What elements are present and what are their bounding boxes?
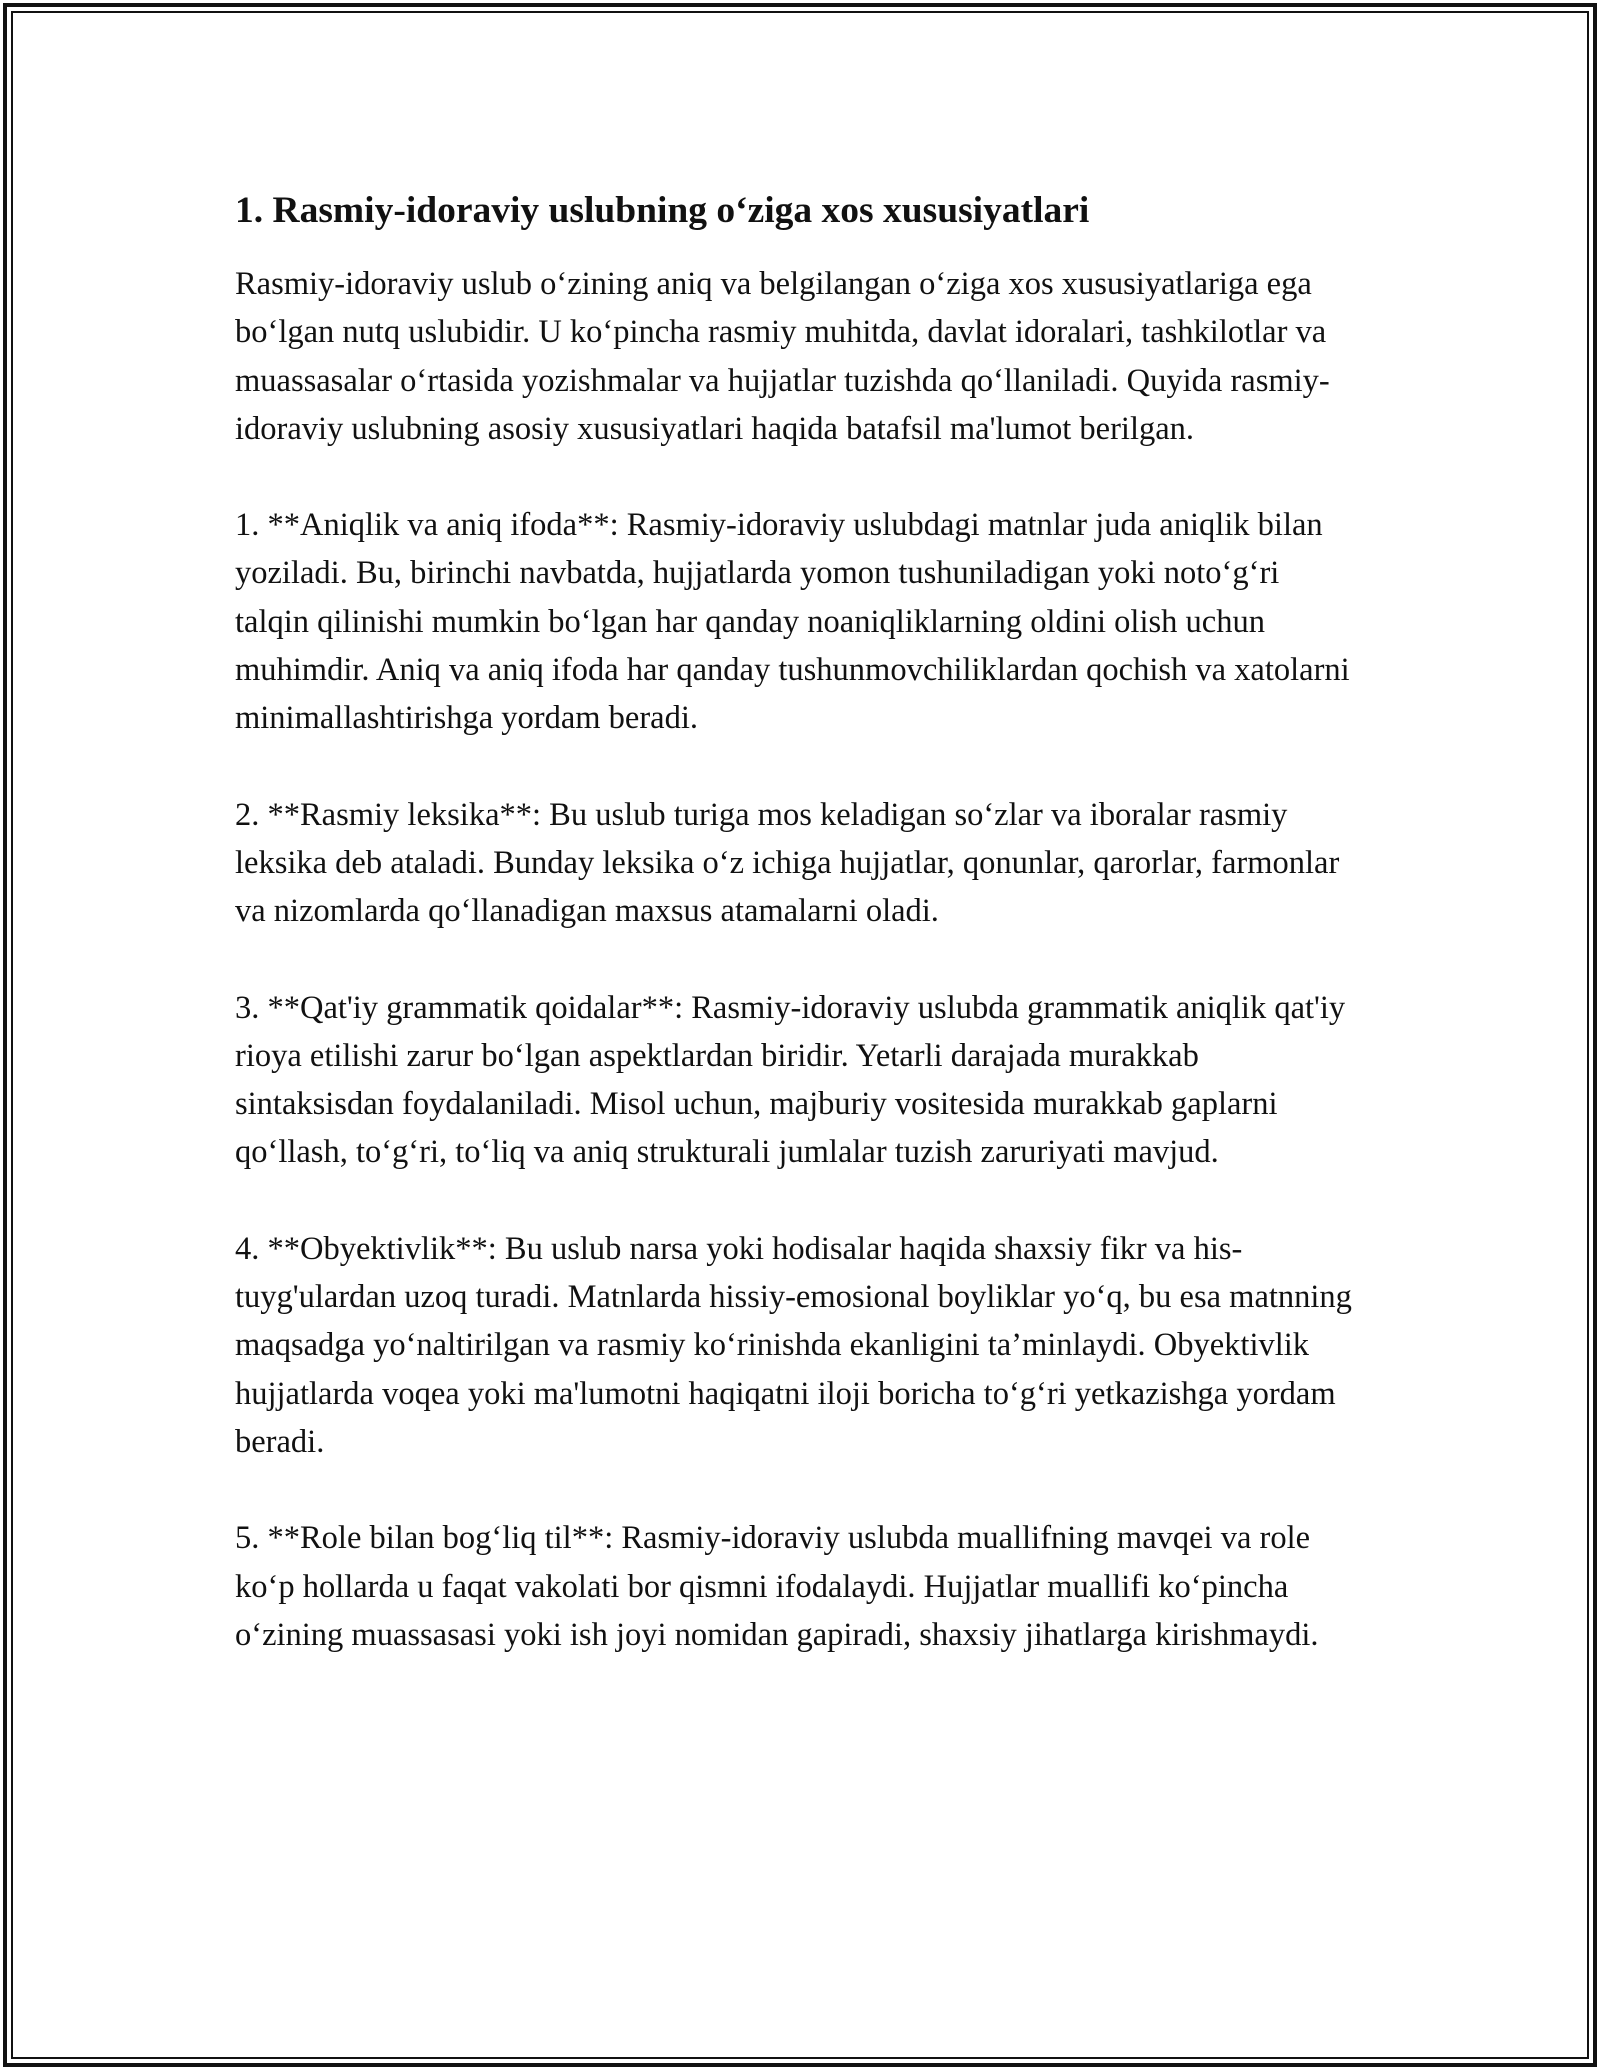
list-item-precision: 1. **Aniqlik va aniq ifoda**: Rasmiy-idoraviy uslubdagi matnlar juda aniqlik bilan yoziladi. Bu, birinchi navbatda, hujjatlarda yomon tushuniladigan yoki noto‘g‘ri talqin qilinishi mumkin bo‘lgan har qanday noaniqliklarning oldini olish uchun muhimdir. Aniq va aniq ifoda har qanday tushunmovchiliklardan qochish va xatolarni minimallashtirishga yordam beradi.	[235, 507, 1350, 737]
list-item-role-language: 5. **Role bilan bog‘liq til**: Rasmiy-idoraviy uslubda muallifning mavqei va role ko‘p hollarda u faqat vakolati bor qismni ifodalaydi. Hujjatlar muallifi ko‘pincha o‘zining muassasasi yoki ish joyi nomidan gapiradi, shaxsiy jihatlarga kirishmaydi.	[235, 1520, 1319, 1653]
document-title: 1. Rasmiy-idoraviy uslubning o‘ziga xos xususiyatlari	[235, 190, 1090, 231]
intro-paragraph: Rasmiy-idoraviy uslub o‘zining aniq va belgilangan o‘ziga xos xususiyatlariga ega bo‘lgan nutq uslubidir. U ko‘pincha rasmiy muhitda, davlat idoralari, tashkilotlar va muassasalar o‘rtasida yozishmalar va hujjatlar tuzishda qo‘llaniladi. Quyida rasmiy-idoraviy uslubning asosiy xususiyatlari haqida batafsil ma'lumot berilgan.	[235, 266, 1330, 447]
list-item-objectivity: 4. **Obyektivlik**: Bu uslub narsa yoki hodisalar haqida shaxsiy fikr va his-tuyg'ulardan uzoq turadi. Matnlarda hissiy-emosional boyliklar yo‘q, bu esa matnning maqsadga yo‘naltirilgan va rasmiy ko‘rinishda ekanligini ta’minlaydi. Obyektivlik hujjatlarda voqea yoki ma'lumotni haqiqatni iloji boricha to‘g‘ri yetkazishga yordam beradi.	[235, 1230, 1352, 1460]
list-item-grammar-rules: 3. **Qat'iy grammatik qoidalar**: Rasmiy-idoraviy uslubda grammatik aniqlik qat'iy rioya etilishi zarur bo‘lgan aspektlardan biridir. Yetarli darajada murakkab sintaksisdan foydalaniladi. Misol uchun, majburiy vositesida murakkab gaplarni qo‘llash, to‘g‘ri, to‘liq va aniq strukturali jumlalar tuzish zaruriyati mavjud.	[235, 989, 1346, 1171]
list-item-formal-lexicon: 2. **Rasmiy leksika**: Bu uslub turiga mos keladigan so‘zlar va iboralar rasmiy leksika deb ataladi. Bunday leksika o‘z ichiga hujjatlar, qonunlar, qarorlar, farmonlar va nizomlarda qo‘llanadigan maxsus atamalarni oladi.	[235, 796, 1340, 930]
document-body	[235, 186, 1355, 1707]
